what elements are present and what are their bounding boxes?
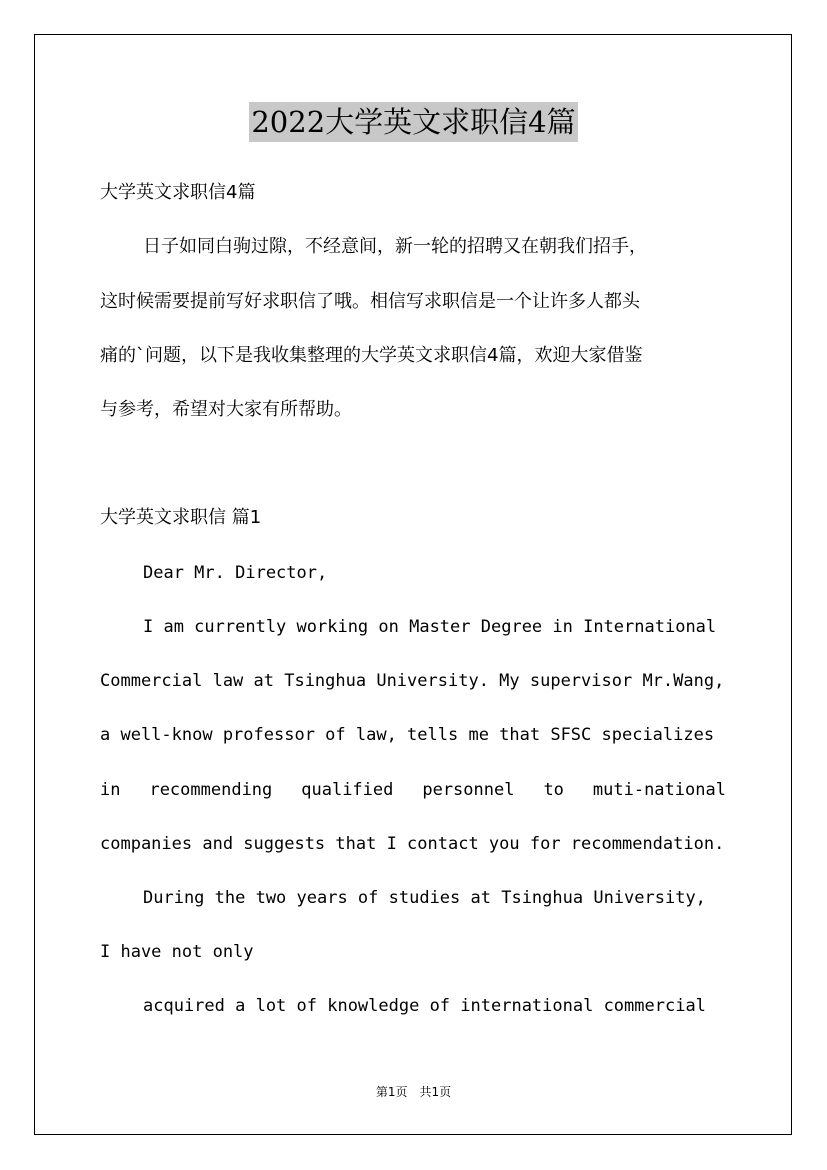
section-heading: 大学英文求职信 篇1 (100, 507, 262, 528)
page-footer: 第1页 共1页 (375, 1085, 452, 1099)
letter-salutation: Dear Mr. Director, (143, 563, 328, 583)
intro-line-2: 这时候需要提前写好求职信了哦。相信写求职信是一个让许多人都头 (100, 291, 640, 312)
intro-line-3: 痛的`问题，以下是我收集整理的大学英文求职信4篇，欢迎大家借鉴 (100, 345, 643, 366)
word: in (100, 780, 121, 800)
word: personnel (422, 780, 515, 800)
letter-line: companies and suggests that I contact you for recommendation. (100, 834, 725, 854)
intro-line-4: 与参考，希望对大家有所帮助。 (100, 399, 352, 420)
document-subtitle: 大学英文求职信4篇 (100, 182, 256, 203)
letter-line: Commercial law at Tsinghua University. My supervisor Mr.Wang, (100, 671, 725, 691)
word: recommending (149, 780, 273, 800)
document-title: 2022大学英文求职信4篇 (249, 102, 577, 142)
word: qualified (301, 780, 394, 800)
letter-line: I am currently working on Master Degree in International (143, 617, 717, 637)
letter-line: I have not only (100, 942, 254, 962)
letter-justified-line (100, 778, 726, 802)
word: to (543, 780, 564, 800)
word: muti-national (592, 780, 726, 800)
intro-line-1: 日子如同白驹过隙，不经意间，新一轮的招聘又在朝我们招手， (143, 236, 647, 257)
letter-line: a well-know professor of law, tells me that SFSC specializes (100, 725, 715, 745)
letter-line: acquired a lot of knowledge of international commercial (143, 996, 706, 1016)
title-container (0, 102, 827, 142)
letter-line: During the two years of studies at Tsinghua University, (143, 888, 706, 908)
